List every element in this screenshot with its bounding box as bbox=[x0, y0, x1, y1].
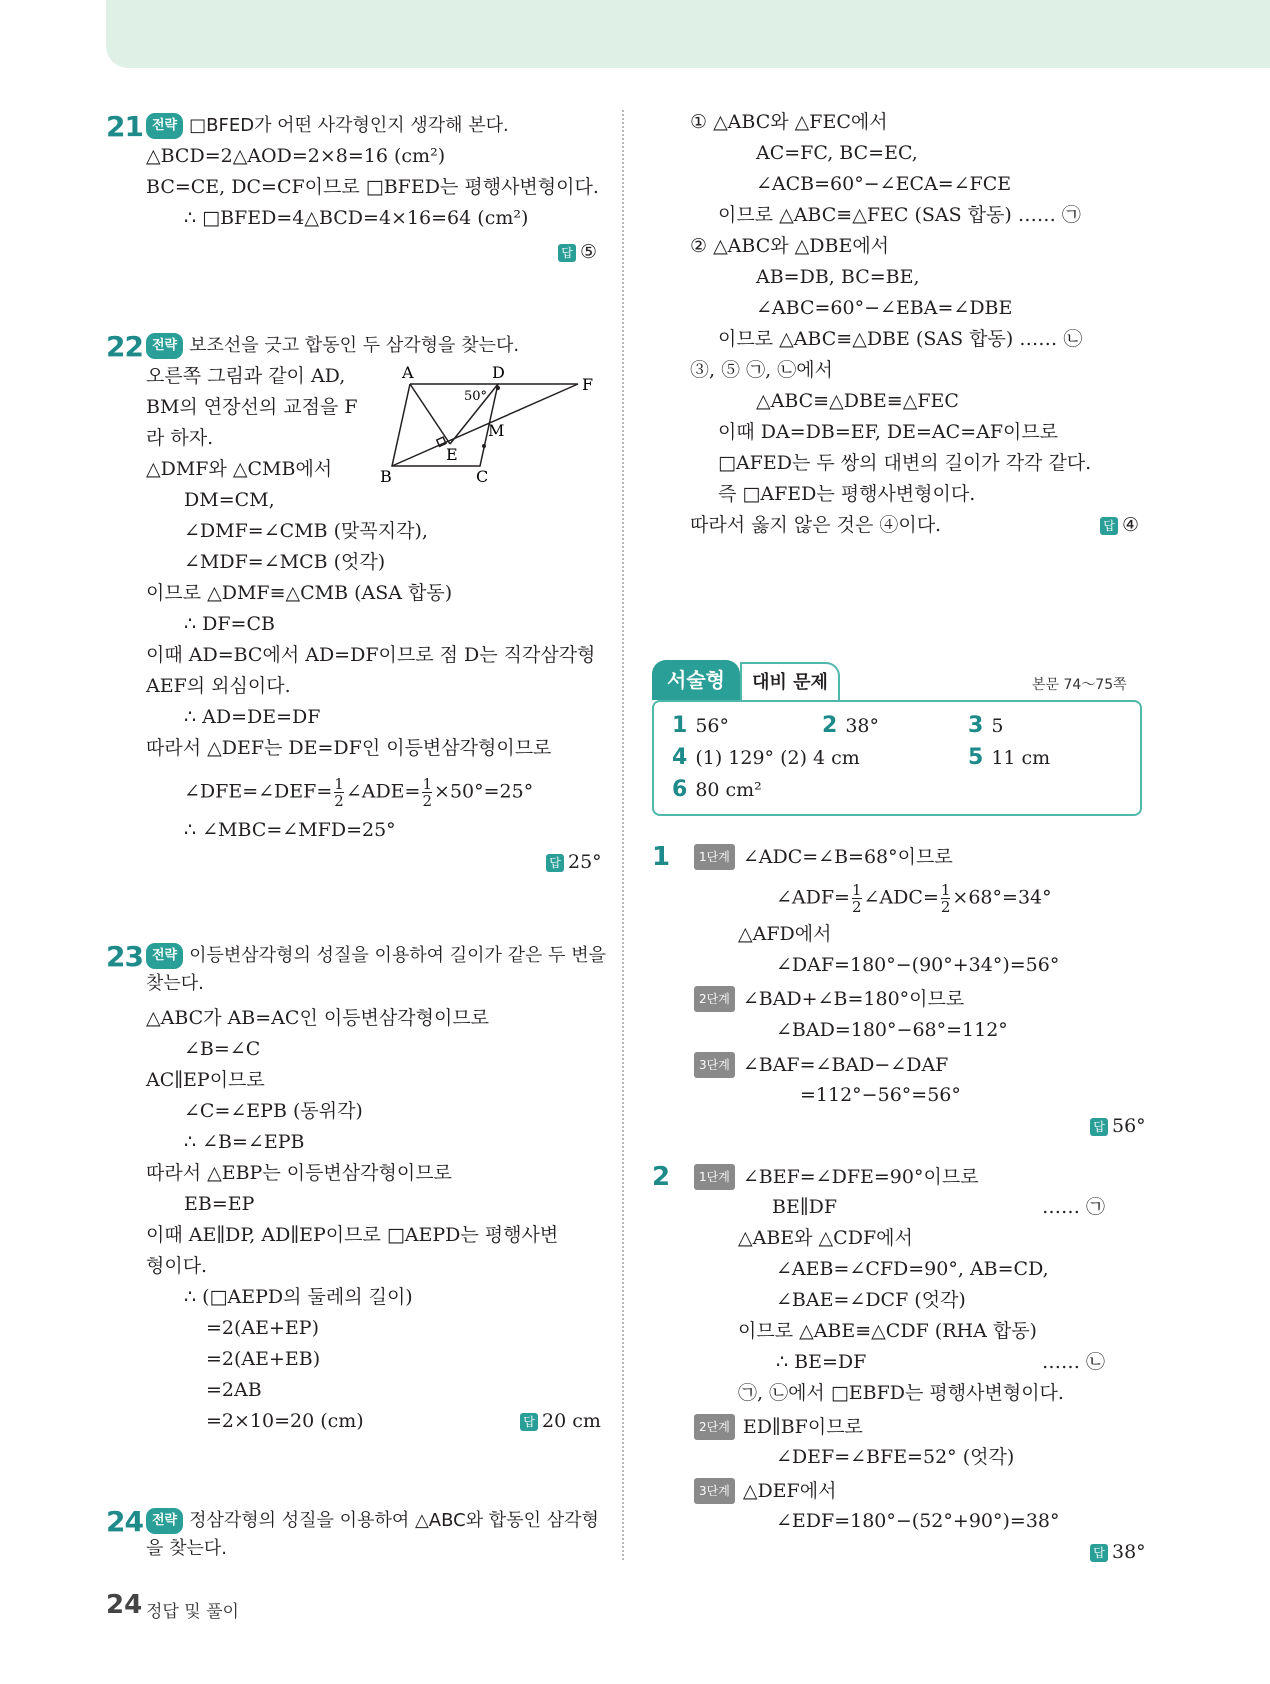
answer: 답 38° bbox=[1090, 1540, 1146, 1564]
tab-descriptive: 서술형 bbox=[652, 660, 740, 700]
solution-line: ㉠, ㉡에서 □EBFD는 평행사변형이다. bbox=[738, 1382, 1064, 1404]
solution-line: =2×10=20 (cm) bbox=[206, 1410, 364, 1432]
solution-line: ∠DEF=∠BFE=52° (엇각) bbox=[776, 1446, 1015, 1468]
problem-number: 2 bbox=[652, 1162, 671, 1192]
solution-line: ∠ABC=60°−∠EBA=∠DBE bbox=[756, 297, 1013, 319]
strategy-line bbox=[146, 113, 509, 139]
solution-line: 라 하자. bbox=[146, 427, 214, 449]
label-f: F bbox=[582, 375, 594, 394]
solution-line: AEF의 외심이다. bbox=[146, 675, 291, 697]
label-angle: 50° bbox=[464, 389, 488, 404]
solution-line: 2단계 ED∥BF이므로 bbox=[694, 1414, 863, 1440]
problem-number: 24 bbox=[106, 1505, 143, 1538]
solution-line: △ABC가 AB=AC인 이등변삼각형이므로 bbox=[146, 1007, 490, 1029]
solution-line: =112°−56°=56° bbox=[800, 1084, 961, 1106]
solution-line: 이때 AD=BC에서 AD=DF이므로 점 D는 직각삼각형 bbox=[146, 644, 596, 666]
label-e: E bbox=[446, 445, 458, 464]
summary-item: 2 38° bbox=[822, 713, 879, 738]
strategy-text-cont: 찾는다. bbox=[146, 973, 204, 994]
solution-line: □AFED는 두 쌍의 대변의 길이가 각각 같다. bbox=[718, 452, 1092, 474]
step-badge: 3단계 bbox=[694, 1052, 735, 1078]
answer-badge: 답 bbox=[1090, 1118, 1108, 1136]
solution-line: ∴ ∠MBC=∠MFD=25° bbox=[184, 819, 396, 841]
strategy-tag: 전략 bbox=[146, 943, 183, 969]
solution-line: 이므로 △ABC≡△DBE (SAS 합동) …… ㉡ bbox=[718, 328, 1083, 350]
solution-line: ∠BAE=∠DCF (엇각) bbox=[776, 1289, 966, 1311]
strategy-text: 보조선을 긋고 합동인 두 삼각형을 찾는다. bbox=[189, 335, 520, 356]
solution-line: 따라서 △DEF는 DE=DF인 이등변삼각형이므로 bbox=[146, 737, 552, 759]
summary-item: 4 (1) 129° (2) 4 cm bbox=[672, 745, 860, 770]
fraction-equation: ∠ADF= $\frac{1}{2}$ ∠ADC= $\frac{1}{2}$ ×68°=34° bbox=[776, 881, 1052, 916]
strategy-text: 이등변삼각형의 성질을 이용하여 길이가 같은 두 변을 bbox=[189, 945, 606, 966]
solution-line: ∴ (□AEPD의 둘레의 길이) bbox=[184, 1286, 413, 1308]
solution-line: 이므로 △DMF≡△CMB (ASA 합동) bbox=[146, 582, 453, 604]
solution-line: BE∥DF bbox=[772, 1196, 838, 1218]
step-badge: 1단계 bbox=[694, 1164, 735, 1190]
step-badge: 3단계 bbox=[694, 1478, 735, 1504]
strategy-tag: 전략 bbox=[146, 113, 183, 139]
answer: 답 25° bbox=[546, 850, 602, 874]
solution-line: AC∥EP이므로 bbox=[146, 1069, 265, 1091]
solution-line: ③, ⑤ ㉠, ㉡에서 bbox=[690, 359, 833, 381]
problem-number: 22 bbox=[106, 330, 143, 363]
top-header-band bbox=[106, 0, 1270, 68]
strategy-line bbox=[146, 333, 519, 359]
solution-line: △ABE와 △CDF에서 bbox=[738, 1227, 913, 1249]
label-m: M bbox=[488, 421, 505, 440]
solution-line: AB=DB, BC=BE, bbox=[756, 266, 920, 288]
answer-badge: 답 bbox=[1100, 517, 1118, 535]
strategy-line bbox=[146, 1508, 599, 1534]
solution-line: =2(AE+EP) bbox=[206, 1317, 319, 1339]
solution-line: ∠B=∠C bbox=[184, 1038, 261, 1060]
solution-line: =2(AE+EB) bbox=[206, 1348, 321, 1370]
step-badge: 1단계 bbox=[694, 844, 735, 870]
solution-line: ∠DMF=∠CMB (맞꼭지각), bbox=[184, 520, 428, 542]
solution-line: =2AB bbox=[206, 1379, 262, 1401]
solution-line: 이므로 △ABE≡△CDF (RHA 합동) bbox=[738, 1320, 1037, 1342]
solution-line: 오른쪽 그림과 같이 AD, bbox=[146, 365, 346, 387]
fraction-equation: ∠DFE=∠DEF= $\frac{1}{2}$ ∠ADE= $\frac{1}{2}$ ×50°=25° bbox=[184, 775, 534, 810]
strategy-text-cont: 을 찾는다. bbox=[146, 1538, 227, 1559]
strategy-text: □BFED가 어떤 사각형인지 생각해 본다. bbox=[189, 115, 509, 136]
solution-line: 3단계 △DEF에서 bbox=[694, 1478, 836, 1504]
page-number: 24 bbox=[106, 1590, 143, 1620]
solution-line: 즉 □AFED는 평행사변형이다. bbox=[718, 483, 976, 505]
summary-item: 1 56° bbox=[672, 713, 729, 738]
summary-item: 3 5 bbox=[968, 713, 1004, 738]
solution-line: △BCD=2△AOD=2×8=16 (cm²) bbox=[146, 145, 446, 167]
step-badge: 2단계 bbox=[694, 986, 735, 1012]
solution-line: △ABC≡△DBE≡△FEC bbox=[756, 390, 959, 412]
solution-line: 따라서 △EBP는 이등변삼각형이므로 bbox=[146, 1162, 452, 1184]
solution-line: △DMF와 △CMB에서 bbox=[146, 458, 333, 480]
answer-badge: 답 bbox=[558, 244, 576, 262]
answer-badge: 답 bbox=[1090, 1544, 1108, 1562]
label-d: D bbox=[492, 363, 505, 382]
strategy-tag: 전략 bbox=[146, 1508, 183, 1534]
solution-line: BC=CE, DC=CF이므로 □BFED는 평행사변형이다. bbox=[146, 176, 599, 198]
label-a: A bbox=[402, 363, 414, 382]
solution-line: △AFD에서 bbox=[738, 923, 832, 945]
answer-badge: 답 bbox=[520, 1413, 538, 1431]
column-divider bbox=[622, 110, 624, 1560]
answer: 답 20 cm bbox=[520, 1409, 601, 1433]
fraction: $\frac{1}{2}$ bbox=[851, 881, 862, 916]
fraction: $\frac{1}{2}$ bbox=[940, 881, 951, 916]
solution-line: ∠ACB=60°−∠ECA=∠FCE bbox=[756, 173, 1012, 195]
solution-line: EB=EP bbox=[184, 1193, 255, 1215]
solution-line: 이때 DA=DB=EF, DE=AC=AF이므로 bbox=[718, 421, 1059, 443]
solution-line: 이때 AE∥DP, AD∥EP이므로 □AEPD는 평행사변 bbox=[146, 1224, 559, 1246]
solution-line: ∴ □BFED=4△BCD=4×16=64 (cm²) bbox=[184, 207, 529, 229]
solution-line: 3단계 ∠BAF=∠BAD−∠DAF bbox=[694, 1052, 948, 1078]
solution-line: ∠AEB=∠CFD=90°, AB=CD, bbox=[776, 1258, 1049, 1280]
solution-line: BM의 연장선의 교점을 F bbox=[146, 396, 358, 418]
label-b: B bbox=[380, 467, 392, 486]
solution-line: ∴ BE=DF bbox=[776, 1351, 867, 1373]
solution-line: ① △ABC와 △FEC에서 bbox=[690, 111, 888, 133]
label-c: C bbox=[476, 467, 489, 486]
solution-line: ∠C=∠EPB (동위각) bbox=[184, 1100, 363, 1122]
line-ae bbox=[410, 384, 450, 444]
solution-line: DM=CM, bbox=[184, 489, 275, 511]
strategy-text: 정삼각형의 성질을 이용하여 △ABC와 합동인 삼각형 bbox=[189, 1510, 599, 1531]
answer: 답 ④ bbox=[1100, 513, 1139, 537]
fraction: $\frac{1}{2}$ bbox=[422, 775, 433, 810]
problem-number: 23 bbox=[106, 940, 143, 973]
solution-line: 1단계 ∠BEF=∠DFE=90°이므로 bbox=[694, 1164, 979, 1190]
fraction: $\frac{1}{2}$ bbox=[334, 775, 344, 810]
strategy-line bbox=[146, 943, 606, 969]
geometry-figure bbox=[372, 360, 604, 486]
marker: …… ㉠ bbox=[1042, 1196, 1106, 1218]
problem-number: 1 bbox=[652, 842, 671, 872]
solution-line: ∠DAF=180°−(90°+34°)=56° bbox=[776, 954, 1060, 976]
solution-line: ∴ AD=DE=DF bbox=[184, 706, 321, 728]
answer: 답 ⑤ bbox=[558, 240, 597, 264]
strategy-tag: 전략 bbox=[146, 333, 183, 359]
answer-badge: 답 bbox=[546, 854, 564, 872]
solution-line: ∴ ∠B=∠EPB bbox=[184, 1131, 305, 1153]
problem-number: 21 bbox=[106, 110, 143, 143]
answer: 답 56° bbox=[1090, 1114, 1146, 1138]
solution-line: AC=FC, BC=EC, bbox=[756, 142, 918, 164]
step-badge: 2단계 bbox=[694, 1414, 735, 1440]
solution-line: 따라서 옳지 않은 것은 ④이다. bbox=[690, 514, 942, 536]
summary-item: 6 80 cm² bbox=[672, 777, 762, 802]
marker: …… ㉡ bbox=[1042, 1351, 1106, 1373]
solution-line: 1단계 ∠ADC=∠B=68°이므로 bbox=[694, 844, 953, 870]
page-reference: 본문 74～75쪽 bbox=[1032, 677, 1127, 693]
solution-line: ∠BAD=180°−68°=112° bbox=[776, 1019, 1008, 1041]
solution-line: ∴ DF=CB bbox=[184, 613, 275, 635]
solution-line: 2단계 ∠BAD+∠B=180°이므로 bbox=[694, 986, 964, 1012]
summary-item: 5 11 cm bbox=[968, 745, 1051, 770]
solution-line: ② △ABC와 △DBE에서 bbox=[690, 235, 890, 257]
solution-line: ∠EDF=180°−(52°+90°)=38° bbox=[776, 1510, 1060, 1532]
solution-line: ∠MDF=∠MCB (엇각) bbox=[184, 551, 386, 573]
footer-label: 정답 및 풀이 bbox=[146, 1602, 239, 1622]
solution-line: 형이다. bbox=[146, 1255, 208, 1277]
solution-line: 이므로 △ABC≡△FEC (SAS 합동) …… ㉠ bbox=[718, 204, 1081, 226]
tab-prep: 대비 문제 bbox=[740, 662, 840, 702]
